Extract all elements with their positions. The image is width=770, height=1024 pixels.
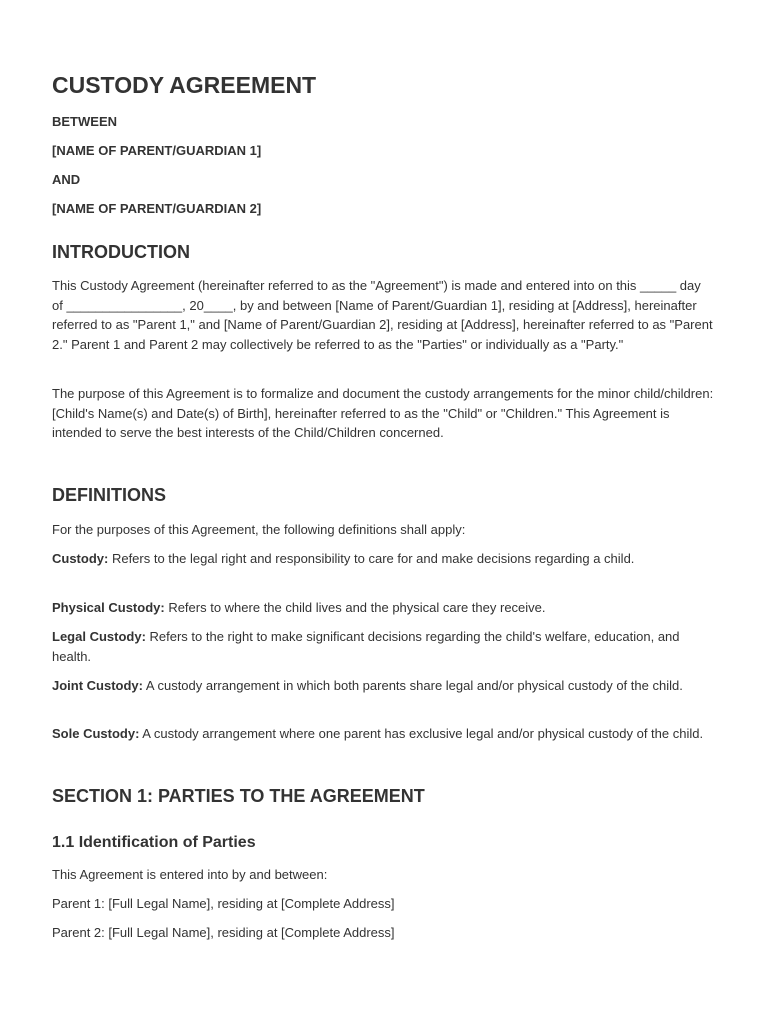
- between-label: BETWEEN: [52, 114, 117, 129]
- term: Sole Custody:: [52, 726, 140, 741]
- parent1-line: Parent 1: [Full Legal Name], residing at [Complete Address]: [52, 896, 395, 911]
- section1-heading: SECTION 1: PARTIES TO THE AGREEMENT: [52, 786, 425, 806]
- party2-name: [NAME OF PARENT/GUARDIAN 2]: [52, 201, 262, 216]
- definitions-lead: For the purposes of this Agreement, the following definitions shall apply:: [52, 522, 466, 537]
- intro-paragraph-1: This Custody Agreement (hereinafter referred to as the "Agreement") is made and entered into on this _____ day of ________________, 20____, by and between [Name of Parent/Guardian 1], residing at [Address], hereinafter referred to as "Parent 1," and [Name of Parent/Guardian 2], residing at [Address], hereinafter referred to as "Parent 2." Parent 1 and Parent 2 may collectively be referred to as the "Parties" or individually as a "Party.": [52, 278, 713, 352]
- section1-subheading: 1.1 Identification of Parties: [52, 834, 256, 851]
- definition-text: Refers to the right to make significant decisions regarding the child's welfare, education, and health.: [52, 629, 680, 664]
- term: Custody:: [52, 551, 109, 566]
- definition-text: Refers to the legal right and responsibility to care for and make decisions regarding a child.: [108, 551, 635, 566]
- term: Joint Custody:: [52, 678, 143, 693]
- definition-sole-custody: [52, 724, 714, 744]
- document-title: CUSTODY AGREEMENT: [52, 72, 317, 98]
- intro-paragraph-2: The purpose of this Agreement is to formalize and document the custody arrangements for the minor child/children: [Child's Name(s) and Date(s) of Birth], hereinafter referred to as the "Child" or "Children." This Agreement is intended to serve the best interests of the Child/Children concerned.: [52, 386, 714, 440]
- definition-physical-custody: [52, 598, 714, 618]
- definition-text: A custody arrangement in which both parents share legal and/or physical custody of the child.: [143, 678, 683, 693]
- definition-text: Refers to where the child lives and the physical care they receive.: [164, 600, 546, 615]
- party1-name: [NAME OF PARENT/GUARDIAN 1]: [52, 143, 262, 158]
- term: Physical Custody:: [52, 600, 165, 615]
- and-label: AND: [52, 172, 81, 187]
- definition-text: A custody arrangement where one parent has exclusive legal and/or physical custody of the child.: [139, 726, 704, 741]
- definition-joint-custody: [52, 676, 714, 696]
- definition-legal-custody: [52, 627, 714, 666]
- term: Legal Custody:: [52, 629, 146, 644]
- definitions-heading: DEFINITIONS: [52, 485, 167, 505]
- intro-heading: INTRODUCTION: [52, 242, 190, 262]
- parent2-line: Parent 2: [Full Legal Name], residing at [Complete Address]: [52, 925, 395, 940]
- section1-lead: This Agreement is entered into by and between:: [52, 867, 328, 882]
- definition-custody: [52, 549, 714, 569]
